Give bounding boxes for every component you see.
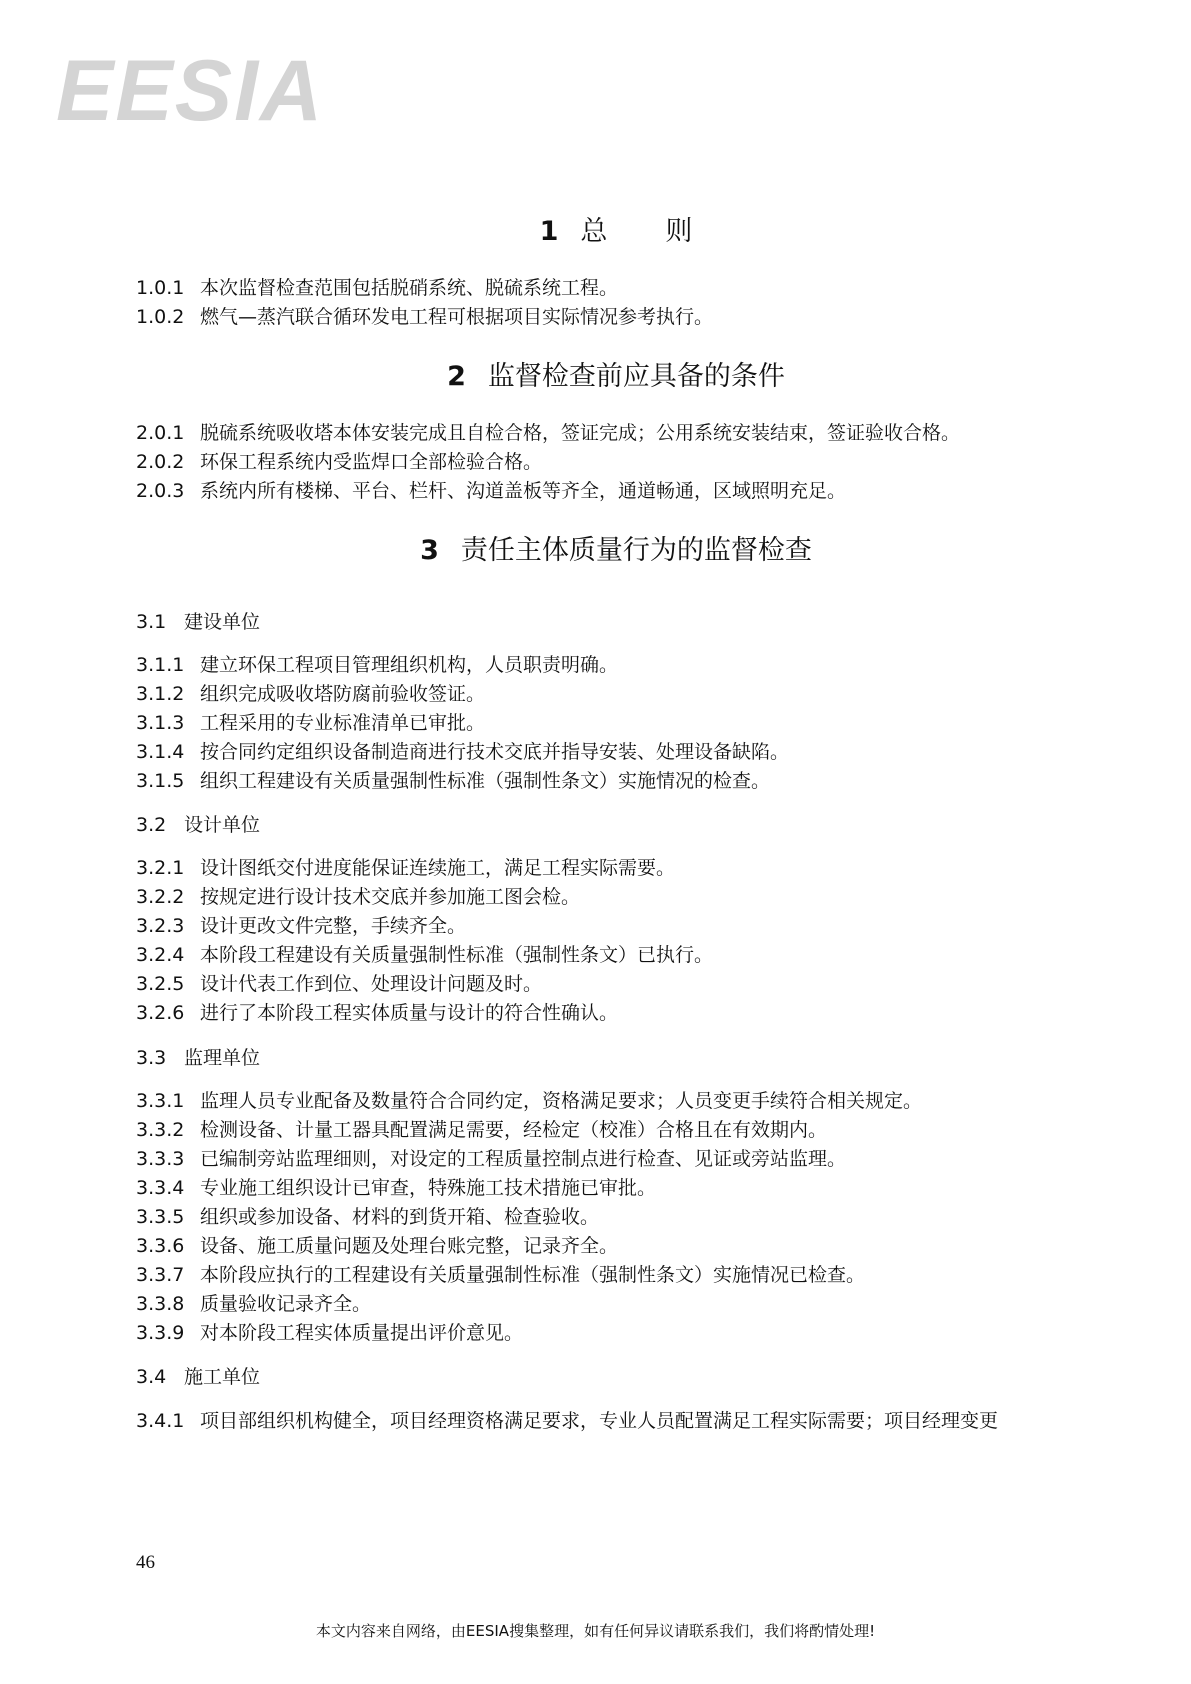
clause-code: 3.1.5 [136, 770, 185, 792]
clause-code: 3.3.9 [136, 1322, 185, 1344]
clause-item [136, 946, 1096, 965]
clause-text: 按规定进行设计技术交底并参加施工图会检。 [200, 886, 581, 908]
clause-item [136, 424, 1096, 443]
clause-item [136, 656, 1096, 675]
clause-item [136, 743, 1096, 762]
clause-item [136, 1295, 1096, 1314]
clause-item [136, 917, 1096, 936]
clause-code: 3.3.4 [136, 1177, 185, 1199]
clause-item [136, 859, 1096, 878]
clause-text: 设计更改文件完整，手续齐全。 [200, 915, 467, 937]
clause-item [136, 482, 1096, 501]
clause-code: 3.2.6 [136, 1002, 185, 1024]
clause-text: 本阶段应执行的工程建设有关质量强制性标准（强制性条文）实施情况已检查。 [200, 1264, 866, 1286]
section-number: 3 [420, 535, 439, 566]
clause-code: 3.2.3 [136, 915, 185, 937]
subsection-title: 施工单位 [184, 1366, 261, 1388]
clause-code: 3.1.1 [136, 654, 185, 676]
clause-text: 按合同约定组织设备制造商进行技术交底并指导安装、处理设备缺陷。 [200, 741, 790, 763]
clause-text: 组织完成吸收塔防腐前验收签证。 [200, 683, 486, 705]
section-number: 2 [447, 361, 466, 392]
clause-code: 3.2.1 [136, 857, 185, 879]
clause-code: 2.0.3 [136, 480, 185, 502]
clause-text: 本阶段工程建设有关质量强制性标准（强制性条文）已执行。 [200, 944, 714, 966]
clause-code: 3.1.4 [136, 741, 185, 763]
clause-code: 3.1.3 [136, 712, 185, 734]
footer-disclaimer: 本文内容来自网络，由EESIA搜集整理，如有任何异议请联系我们，我们将酌情处理! [315, 1622, 876, 1640]
clause-item [136, 1412, 1096, 1431]
clause-item [136, 714, 1096, 733]
clause-item [136, 1237, 1096, 1256]
clause-item [136, 1004, 1096, 1023]
clause-code: 2.0.2 [136, 451, 185, 473]
clause-code: 3.1.2 [136, 683, 185, 705]
section-title: 监督检查前应具备的条件 [487, 361, 785, 392]
clause-item [136, 1179, 1096, 1198]
subsection-title: 设计单位 [184, 814, 261, 836]
clause-text: 设计图纸交付进度能保证连续施工，满足工程实际需要。 [200, 857, 676, 879]
clause-text: 已编制旁站监理细则，对设定的工程质量控制点进行检查、见证或旁站监理。 [200, 1148, 847, 1170]
clause-text: 专业施工组织设计已审查，特殊施工技术措施已审批。 [200, 1177, 657, 1199]
clause-item [136, 1208, 1096, 1227]
subsection-code: 3.2 [136, 814, 167, 836]
clause-text: 进行了本阶段工程实体质量与设计的符合性确认。 [200, 1002, 619, 1024]
section-heading-3 [136, 537, 1096, 564]
clause-text: 燃气—蒸汽联合循环发电工程可根据项目实际情况参考执行。 [200, 306, 714, 328]
clause-item [136, 453, 1096, 472]
clause-code: 3.3.1 [136, 1090, 185, 1112]
clause-item [136, 1266, 1096, 1285]
section-title: 责任主体质量行为的监督检查 [460, 535, 812, 566]
clause-item [136, 308, 1096, 327]
clause-text: 监理人员专业配备及数量符合合同约定，资格满足要求；人员变更手续符合相关规定。 [200, 1090, 923, 1112]
subsection-heading [136, 1049, 260, 1068]
clause-item [136, 975, 1096, 994]
section-title: 总则 [580, 216, 751, 247]
clause-text: 工程采用的专业标准清单已审批。 [200, 712, 486, 734]
clause-code: 3.3.2 [136, 1119, 185, 1141]
clause-item [136, 772, 1096, 791]
clause-code: 3.3.6 [136, 1235, 185, 1257]
subsection-heading [136, 816, 260, 835]
clause-text: 质量验收记录齐全。 [200, 1293, 372, 1315]
clause-code: 3.2.5 [136, 973, 185, 995]
eesia-logo: EESIA [56, 43, 325, 139]
subsection-heading [136, 1368, 260, 1387]
clause-code: 3.4.1 [136, 1410, 185, 1432]
subsection-title: 建设单位 [184, 611, 261, 633]
clause-text: 组织工程建设有关质量强制性标准（强制性条文）实施情况的检查。 [200, 770, 771, 792]
clause-text: 环保工程系统内受监焊口全部检验合格。 [200, 451, 543, 473]
clause-item [136, 685, 1096, 704]
section-heading-1 [136, 218, 1096, 245]
clause-code: 3.3.5 [136, 1206, 185, 1228]
clause-item [136, 1150, 1096, 1169]
clause-code: 1.0.2 [136, 306, 185, 328]
page-number: 46 [136, 1552, 155, 1573]
clause-text: 脱硫系统吸收塔本体安装完成且自检合格，签证完成；公用系统安装结束，签证验收合格。 [200, 422, 961, 444]
clause-code: 3.3.8 [136, 1293, 185, 1315]
clause-item [136, 279, 1096, 298]
clause-text: 设计代表工作到位、处理设计问题及时。 [200, 973, 543, 995]
clause-text: 项目部组织机构健全，项目经理资格满足要求，专业人员配置满足工程实际需要；项目经理变更 [200, 1410, 999, 1432]
subsection-heading [136, 613, 260, 632]
subsection-code: 3.4 [136, 1366, 167, 1388]
clause-code: 3.2.4 [136, 944, 185, 966]
clause-text: 组织或参加设备、材料的到货开箱、检查验收。 [200, 1206, 600, 1228]
clause-code: 2.0.1 [136, 422, 185, 444]
section-number: 1 [539, 216, 559, 247]
clause-item [136, 1324, 1096, 1343]
subsection-title: 监理单位 [184, 1047, 261, 1069]
clause-text: 系统内所有楼梯、平台、栏杆、沟道盖板等齐全，通道畅通，区域照明充足。 [200, 480, 847, 502]
clause-text: 对本阶段工程实体质量提出评价意见。 [200, 1322, 524, 1344]
subsection-code: 3.3 [136, 1047, 167, 1069]
clause-code: 3.3.3 [136, 1148, 185, 1170]
clause-text: 本次监督检查范围包括脱硝系统、脱硫系统工程。 [200, 277, 619, 299]
section-heading-2 [136, 363, 1096, 390]
clause-code: 3.2.2 [136, 886, 185, 908]
clause-text: 检测设备、计量工器具配置满足需要，经检定（校准）合格且在有效期内。 [200, 1119, 828, 1141]
clause-code: 3.3.7 [136, 1264, 185, 1286]
clause-item [136, 888, 1096, 907]
clause-text: 建立环保工程项目管理组织机构，人员职责明确。 [200, 654, 619, 676]
clause-item [136, 1092, 1096, 1111]
clause-item [136, 1121, 1096, 1140]
clause-text: 设备、施工质量问题及处理台账完整，记录齐全。 [200, 1235, 619, 1257]
clause-code: 1.0.1 [136, 277, 185, 299]
subsection-code: 3.1 [136, 611, 167, 633]
